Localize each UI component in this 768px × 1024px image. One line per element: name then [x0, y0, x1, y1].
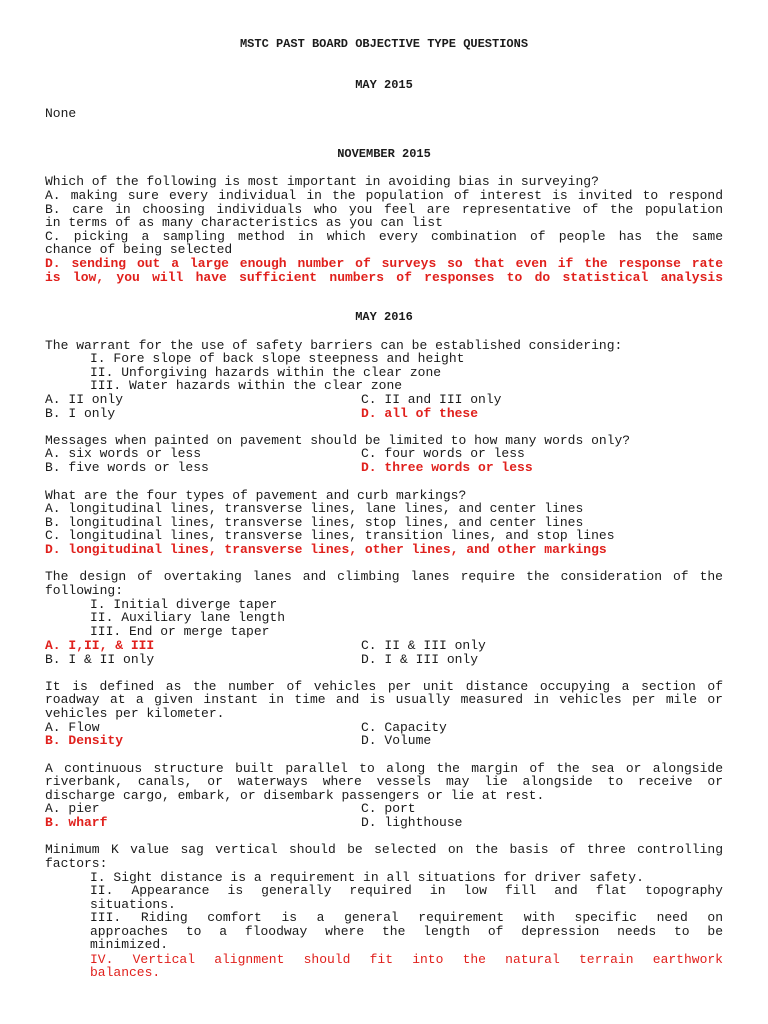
list-item: III. Riding comfort is a general requirement with specific need on	[90, 910, 723, 925]
choice-a: A. six words or less	[45, 446, 202, 461]
list-item: III. Water hazards within the clear zone	[90, 378, 403, 393]
document-title: MSTC PAST BOARD OBJECTIVE TYPE QUESTIONS	[239, 37, 529, 51]
list-item: I. Fore slope of back slope steepness and height	[90, 351, 465, 366]
section-heading-may-2016: MAY 2016	[355, 310, 413, 324]
list-item: II. Unforgiving hazards within the clear zone	[90, 365, 442, 380]
choice-b-cont: in terms of as many characteristics as you can list	[45, 215, 443, 230]
question-stem-cont: following:	[45, 583, 124, 598]
choice-c: C. picking a sampling method in which every combination of people has the same	[45, 229, 723, 244]
choice-b: B. I & II only	[45, 652, 155, 667]
choice-c-cont: chance of being selected	[45, 242, 233, 257]
choice-b-answer: B. Density	[45, 733, 124, 748]
choice-a: A. pier	[45, 801, 100, 816]
choice-c: C. port	[361, 801, 416, 816]
choice-d-answer-cont: is low, you will have sufficient numbers of responses to do statistical analysis	[45, 270, 723, 285]
choice-d: D. Volume	[361, 733, 432, 748]
question-stem: Which of the following is most important in avoiding bias in surveying?	[45, 174, 599, 189]
list-item: I. Initial diverge taper	[90, 597, 278, 612]
question-stem: A continuous structure built parallel to along the margin of the sea or alongside	[45, 761, 723, 776]
list-item: II. Appearance is generally required in low fill and flat topography	[90, 883, 723, 898]
choice-d-answer: D. all of these	[361, 406, 479, 421]
choice-b: B. care in choosing individuals who you feel are representative of the population	[45, 202, 723, 217]
question-stem: What are the four types of pavement and curb markings?	[45, 488, 467, 503]
choice-c: C. four words or less	[361, 446, 525, 461]
choice-a-answer: A. I,II, & III	[45, 638, 155, 653]
question-stem: The warrant for the use of safety barriers can be established considering:	[45, 338, 623, 353]
list-item: II. Auxiliary lane length	[90, 610, 286, 625]
choice-d-answer: D. three words or less	[361, 460, 533, 475]
list-item: III. End or merge taper	[90, 624, 270, 639]
question-stem-cont: discharge cargo, embark, or disembark passengers or lie at rest.	[45, 788, 545, 803]
question-stem: The design of overtaking lanes and climbing lanes require the consideration of the	[45, 569, 723, 584]
question-stem-cont: factors:	[45, 856, 108, 871]
choice-c: C. II & III only	[361, 638, 486, 653]
choice-d: D. lighthouse	[361, 815, 463, 830]
section-heading-may-2015: MAY 2015	[355, 78, 413, 92]
choice-c: C. II and III only	[361, 392, 502, 407]
choice-b: B. longitudinal lines, transverse lines, stop lines, and center lines	[45, 515, 584, 530]
choice-a: A. making sure every individual in the population of interest is invited to respond	[45, 188, 723, 203]
choice-b-answer: B. wharf	[45, 815, 108, 830]
question-stem-cont: riverbank, canals, or waterways where vessels may lie alongside to receive or	[45, 774, 723, 789]
choice-a: A. II only	[45, 392, 124, 407]
list-item-cont: approaches to a floodway where the length of depression needs to be	[90, 924, 723, 939]
section-body-none: None	[45, 106, 77, 121]
list-item-cont: situations.	[90, 897, 176, 912]
choice-c: C. Capacity	[361, 720, 447, 735]
list-item: I. Sight distance is a requirement in all situations for driver safety.	[90, 870, 644, 885]
question-stem-cont: roadway at a given instant in time and is usually measured in vehicles per mile or	[45, 692, 723, 707]
choice-b: B. I only	[45, 406, 116, 421]
list-item-cont: minimized.	[90, 937, 169, 952]
choice-a: A. longitudinal lines, transverse lines, lane lines, and center lines	[45, 501, 584, 516]
choice-d-answer: D. longitudinal lines, transverse lines, other lines, and other markings	[45, 542, 607, 557]
choice-c: C. longitudinal lines, transverse lines, transition lines, and stop lines	[45, 528, 615, 543]
section-heading-nov-2015: NOVEMBER 2015	[337, 147, 431, 161]
question-stem-cont: vehicles per kilometer.	[45, 706, 225, 721]
list-item-answer-cont: balances.	[90, 965, 161, 980]
list-item-answer: IV. Vertical alignment should fit into the natural terrain earthwork	[90, 952, 723, 967]
choice-a: A. Flow	[45, 720, 100, 735]
choice-d: D. I & III only	[361, 652, 479, 667]
choice-d-answer: D. sending out a large enough number of surveys so that even if the response rate	[45, 256, 723, 271]
question-stem: Minimum K value sag vertical should be selected on the basis of three controlling	[45, 842, 723, 857]
question-stem: Messages when painted on pavement should be limited to how many words only?	[45, 433, 631, 448]
question-stem: It is defined as the number of vehicles per unit distance occupying a section of	[45, 679, 723, 694]
choice-b: B. five words or less	[45, 460, 209, 475]
